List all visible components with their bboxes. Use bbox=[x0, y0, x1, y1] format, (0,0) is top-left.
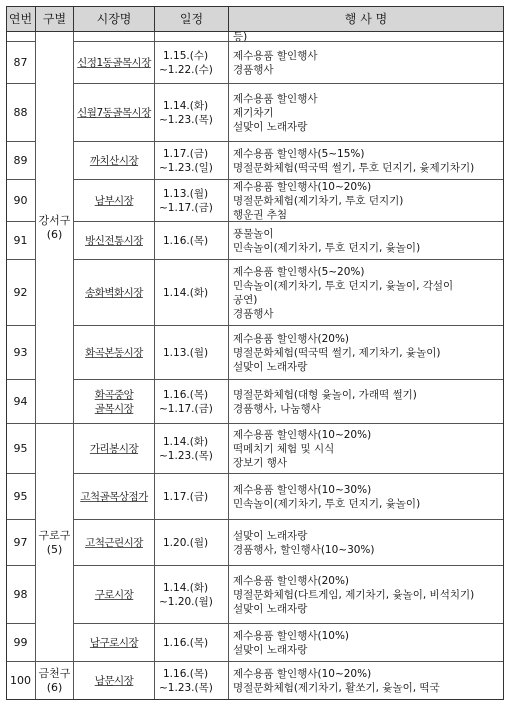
market-name-line: 화곡중앙 bbox=[94, 388, 134, 401]
event-list bbox=[229, 42, 504, 84]
event-line: 제수용품 할인행사(10~30%) bbox=[233, 483, 372, 496]
header-market: 시장명 bbox=[74, 6, 155, 32]
schedule bbox=[155, 42, 229, 84]
event-list bbox=[229, 520, 504, 566]
schedule bbox=[155, 222, 229, 260]
row-number: 91 bbox=[6, 222, 36, 260]
district-cell bbox=[36, 662, 74, 700]
market-name-line: 골목시장 bbox=[94, 402, 134, 415]
schedule bbox=[155, 624, 229, 662]
schedule-line: 1.16.(목) bbox=[163, 667, 209, 680]
market-name-line: 남문시장 bbox=[94, 674, 134, 687]
row-number: 93 bbox=[6, 326, 36, 380]
event-line: 제수용품 할인행사 bbox=[233, 92, 318, 105]
schedule-line: 1.13.(월) bbox=[163, 346, 209, 359]
event-line: 떡메치기 체험 및 시식 bbox=[233, 442, 335, 455]
market-name bbox=[74, 624, 155, 662]
event-list bbox=[229, 662, 504, 700]
market-name bbox=[74, 326, 155, 380]
market-name bbox=[74, 520, 155, 566]
event-list bbox=[229, 380, 504, 424]
row-number: 90 bbox=[6, 180, 36, 222]
market-name-line: 남부시장 bbox=[94, 194, 134, 207]
schedule-line: 1.14.(화) bbox=[163, 581, 209, 594]
schedule-line: 1.15.(수) bbox=[163, 49, 209, 62]
schedule-line: 1.17.(금) bbox=[163, 147, 209, 160]
schedule-line: 1.16.(목) bbox=[163, 636, 209, 649]
market-name bbox=[74, 566, 155, 624]
continuation-text: 등) bbox=[233, 32, 248, 42]
schedule-line: ~1.23.(목) bbox=[159, 113, 213, 126]
event-line: 설맞이 노래자랑 bbox=[233, 529, 308, 542]
market-name bbox=[74, 180, 155, 222]
header-schedule: 일정 bbox=[155, 6, 229, 32]
event-list bbox=[229, 260, 504, 326]
event-line: 설맞이 노래자랑 bbox=[233, 643, 308, 656]
event-list bbox=[229, 326, 504, 380]
event-line: 제수용품 할인행사(5~15%) bbox=[233, 147, 365, 160]
event-line: 제수용품 할인행사(10~20%) bbox=[233, 667, 372, 680]
market-name-line: 가리봉시장 bbox=[89, 442, 139, 455]
event-line: 명절문화체험(떡국떡 썰기, 투호 던지기, 윷제기차기) bbox=[233, 161, 475, 174]
event-line: 명절문화체험(대형 윷놀이, 가래떡 썰기) bbox=[233, 388, 417, 401]
header-num: 연번 bbox=[6, 6, 36, 32]
event-list bbox=[229, 566, 504, 624]
district-cell bbox=[36, 424, 74, 662]
market-name-line: 고척근린시장 bbox=[85, 536, 143, 549]
schedule bbox=[155, 474, 229, 520]
event-list bbox=[229, 624, 504, 662]
market-name bbox=[74, 42, 155, 84]
schedule-line: 1.13.(월) bbox=[163, 187, 209, 200]
row-number: 87 bbox=[6, 42, 36, 84]
header-district: 구별 bbox=[36, 6, 74, 32]
schedule-line: 1.14.(화) bbox=[163, 286, 209, 299]
continuation-num bbox=[6, 32, 36, 42]
schedule bbox=[155, 84, 229, 142]
event-line: 제수용품 할인행사 bbox=[233, 49, 318, 62]
event-line: 명절문화체험(떡국떡 썰기, 제기차기, 윷놀이) bbox=[233, 346, 441, 359]
schedule-line: 1.16.(목) bbox=[163, 388, 209, 401]
event-line: 제수용품 할인행사(10~20%) bbox=[233, 428, 372, 441]
event-line: 제수용품 할인행사(5~20%) bbox=[233, 265, 365, 278]
event-list bbox=[229, 84, 504, 142]
market-name-line: 남구로시장 bbox=[89, 636, 139, 649]
event-line: 경품행사, 할인행사(10~30%) bbox=[233, 543, 375, 556]
event-line: 장보기 행사 bbox=[233, 456, 288, 469]
market-name bbox=[74, 260, 155, 326]
schedule-line: ~1.20.(월) bbox=[159, 595, 213, 608]
event-line: 제수용품 할인행사(10%) bbox=[233, 629, 350, 642]
schedule-line: 1.16.(목) bbox=[163, 234, 209, 247]
market-name-line: 화곡본동시장 bbox=[85, 346, 143, 359]
district-count: (6) bbox=[46, 680, 63, 694]
schedule-line: ~1.17.(금) bbox=[159, 201, 213, 214]
row-number: 99 bbox=[6, 624, 36, 662]
market-name-line: 구로시장 bbox=[94, 588, 134, 601]
event-line: 경품행사, 나눔행사 bbox=[233, 402, 321, 415]
event-line: 명절문화체험(제기차기, 활쏘기, 윷놀이, 떡국 bbox=[233, 681, 440, 694]
row-number: 95 bbox=[6, 424, 36, 474]
district-name: 금천구 bbox=[38, 666, 71, 680]
row-number: 89 bbox=[6, 142, 36, 180]
continuation-market bbox=[74, 32, 155, 42]
schedule bbox=[155, 380, 229, 424]
district-name: 구로구 bbox=[38, 528, 71, 542]
event-line: 행운권 추첨 bbox=[233, 208, 288, 221]
district-cell bbox=[36, 32, 74, 424]
district-count: (6) bbox=[46, 227, 63, 241]
market-events-table bbox=[6, 6, 504, 700]
event-line: 민속놀이(제기차기, 투호 던지기, 윷놀이) bbox=[233, 241, 421, 254]
event-line: 풍물놀이 bbox=[233, 227, 274, 240]
event-list bbox=[229, 180, 504, 222]
market-name bbox=[74, 84, 155, 142]
schedule-line: 1.14.(화) bbox=[163, 99, 209, 112]
event-list bbox=[229, 474, 504, 520]
row-number: 95 bbox=[6, 474, 36, 520]
market-name bbox=[74, 142, 155, 180]
schedule bbox=[155, 260, 229, 326]
continuation-date bbox=[155, 32, 229, 42]
row-number: 98 bbox=[6, 566, 36, 624]
row-number: 88 bbox=[6, 84, 36, 142]
event-list bbox=[229, 222, 504, 260]
event-line: 제수용품 할인행사(20%) bbox=[233, 332, 350, 345]
schedule bbox=[155, 180, 229, 222]
event-line: 설맞이 노래자랑 bbox=[233, 120, 308, 133]
schedule-line: 1.17.(금) bbox=[163, 490, 209, 503]
row-number: 94 bbox=[6, 380, 36, 424]
market-name bbox=[74, 222, 155, 260]
event-line: 공연) bbox=[233, 293, 258, 306]
event-line: 제기차기 bbox=[233, 106, 274, 119]
event-line: 민속놀이(제기차기, 투호 던지기, 윷놀이, 각설이 bbox=[233, 279, 454, 292]
continuation-event bbox=[229, 32, 504, 42]
event-line: 명절문화체험(다트게임, 제기차기, 윷놀이, 비석치기) bbox=[233, 588, 475, 601]
event-line: 경품행사 bbox=[233, 63, 274, 76]
schedule-line: ~1.22.(수) bbox=[159, 63, 213, 76]
schedule bbox=[155, 142, 229, 180]
market-name-line: 송화벽화시장 bbox=[85, 286, 143, 299]
market-name bbox=[74, 424, 155, 474]
district-name: 강서구 bbox=[38, 213, 71, 227]
schedule-line: ~1.23.(목) bbox=[159, 449, 213, 462]
event-line: 경품행사 bbox=[233, 307, 274, 320]
district-count: (5) bbox=[46, 542, 63, 556]
schedule bbox=[155, 662, 229, 700]
schedule-line: ~1.17.(금) bbox=[159, 402, 213, 415]
market-name bbox=[74, 474, 155, 520]
row-number: 97 bbox=[6, 520, 36, 566]
header-event: 행 사 명 bbox=[229, 6, 504, 32]
schedule-line: ~1.23.(목) bbox=[159, 681, 213, 694]
schedule-line: 1.20.(월) bbox=[163, 536, 209, 549]
market-name bbox=[74, 380, 155, 424]
event-list bbox=[229, 142, 504, 180]
schedule-line: ~1.23.(일) bbox=[159, 161, 213, 174]
schedule bbox=[155, 326, 229, 380]
schedule bbox=[155, 566, 229, 624]
event-line: 설맞이 노래자랑 bbox=[233, 602, 308, 615]
event-line: 민속놀이(제기차기, 투호 던지기, 윷놀이) bbox=[233, 497, 421, 510]
market-name bbox=[74, 662, 155, 700]
event-line: 명절문화체험(제기차기, 투호 던지기) bbox=[233, 194, 404, 207]
schedule bbox=[155, 424, 229, 474]
event-list bbox=[229, 424, 504, 474]
schedule bbox=[155, 520, 229, 566]
row-number: 100 bbox=[6, 662, 36, 700]
event-line: 제수용품 할인행사(10~20%) bbox=[233, 180, 372, 193]
event-line: 제수용품 할인행사(20%) bbox=[233, 574, 350, 587]
row-number: 92 bbox=[6, 260, 36, 326]
market-name-line: 방신전통시장 bbox=[85, 234, 143, 247]
event-line: 설맞이 노래자랑 bbox=[233, 360, 308, 373]
schedule-line: 1.14.(화) bbox=[163, 435, 209, 448]
market-name-line: 신월7동골목시장 bbox=[77, 106, 151, 119]
market-name-line: 신정1동골목시장 bbox=[77, 56, 151, 69]
market-name-line: 고척골목상점가 bbox=[80, 490, 148, 503]
market-name-line: 까치산시장 bbox=[89, 154, 139, 167]
